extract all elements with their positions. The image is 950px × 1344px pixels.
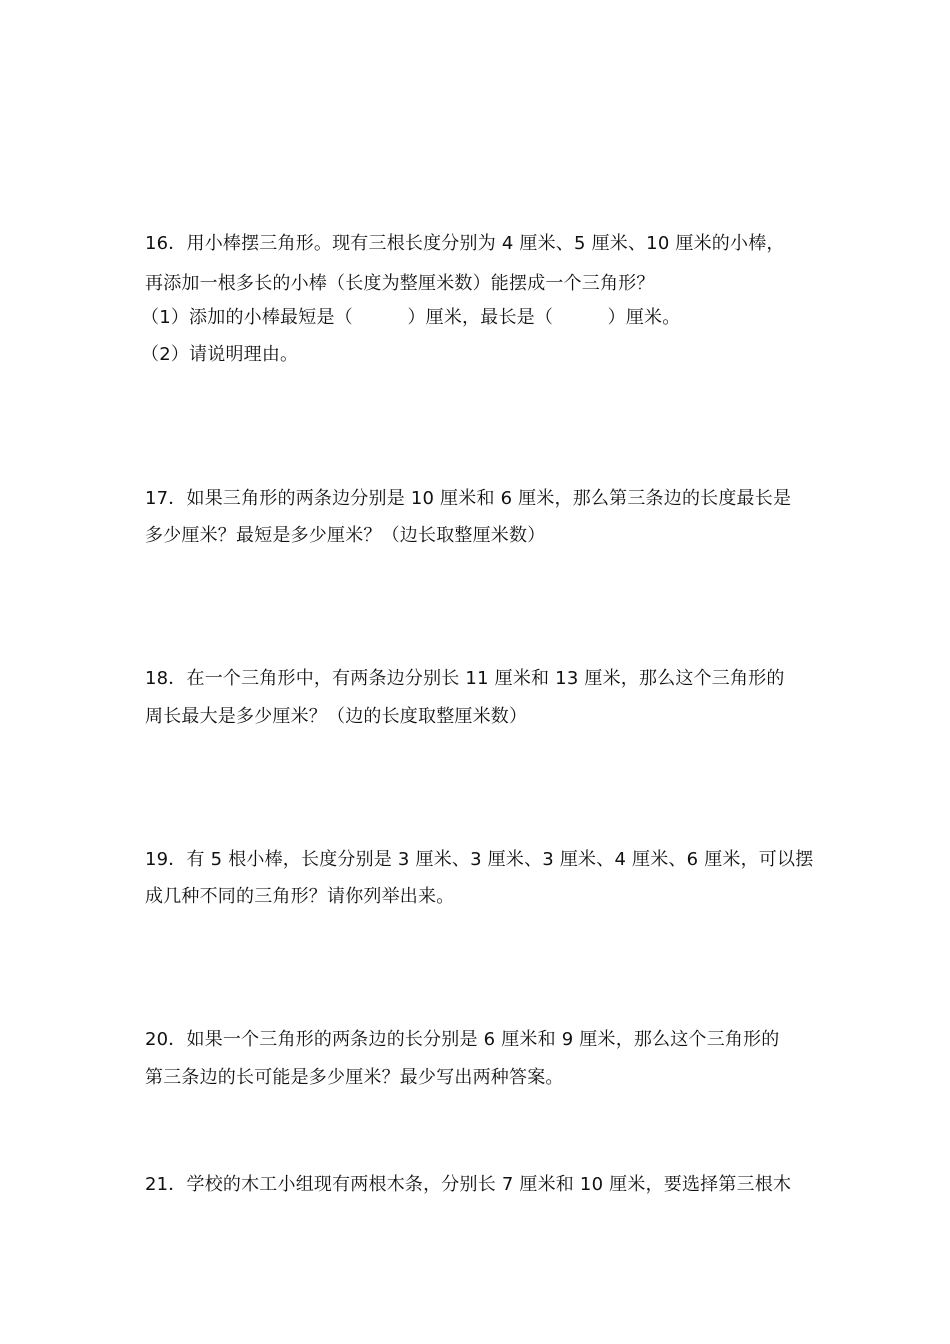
question-16-line-2: 再添加一根多长的小棒（长度为整厘米数）能摆成一个三角形？ — [145, 273, 655, 294]
question-19-line-1: 19．有 5 根小棒，长度分别是 3 厘米、3 厘米、3 厘米、4 厘米、6 厘米，可以摆 — [145, 849, 814, 870]
question-16-part-2: （2）请说明理由。 — [141, 344, 299, 365]
question-16-line-1: 16．用小棒摆三角形。现有三根长度分别为 4 厘米、5 厘米、10 厘米的小棒， — [145, 233, 785, 254]
question-18-line-2: 周长最大是多少厘米？（边的长度取整厘米数） — [145, 706, 528, 727]
question-21-line-1: 21．学校的木工小组现有两根木条，分别长 7 厘米和 10 厘米，要选择第三根木 — [145, 1174, 792, 1195]
question-16-part-1: （1）添加的小棒最短是（ ）厘米，最长是（ ）厘米。 — [141, 307, 681, 328]
question-17-line-1: 17．如果三角形的两条边分别是 10 厘米和 6 厘米，那么第三条边的长度最长是 — [145, 488, 792, 509]
question-19-line-2: 成几种不同的三角形？请你列举出来。 — [145, 886, 455, 907]
question-17-line-2: 多少厘米？最短是多少厘米？（边长取整厘米数） — [145, 525, 546, 546]
question-18-line-1: 18．在一个三角形中，有两条边分别长 11 厘米和 13 厘米，那么这个三角形的 — [145, 668, 785, 689]
question-20-line-1: 20．如果一个三角形的两条边的长分别是 6 厘米和 9 厘米，那么这个三角形的 — [145, 1029, 780, 1050]
question-20-line-2: 第三条边的长可能是多少厘米？最少写出两种答案。 — [145, 1067, 564, 1088]
